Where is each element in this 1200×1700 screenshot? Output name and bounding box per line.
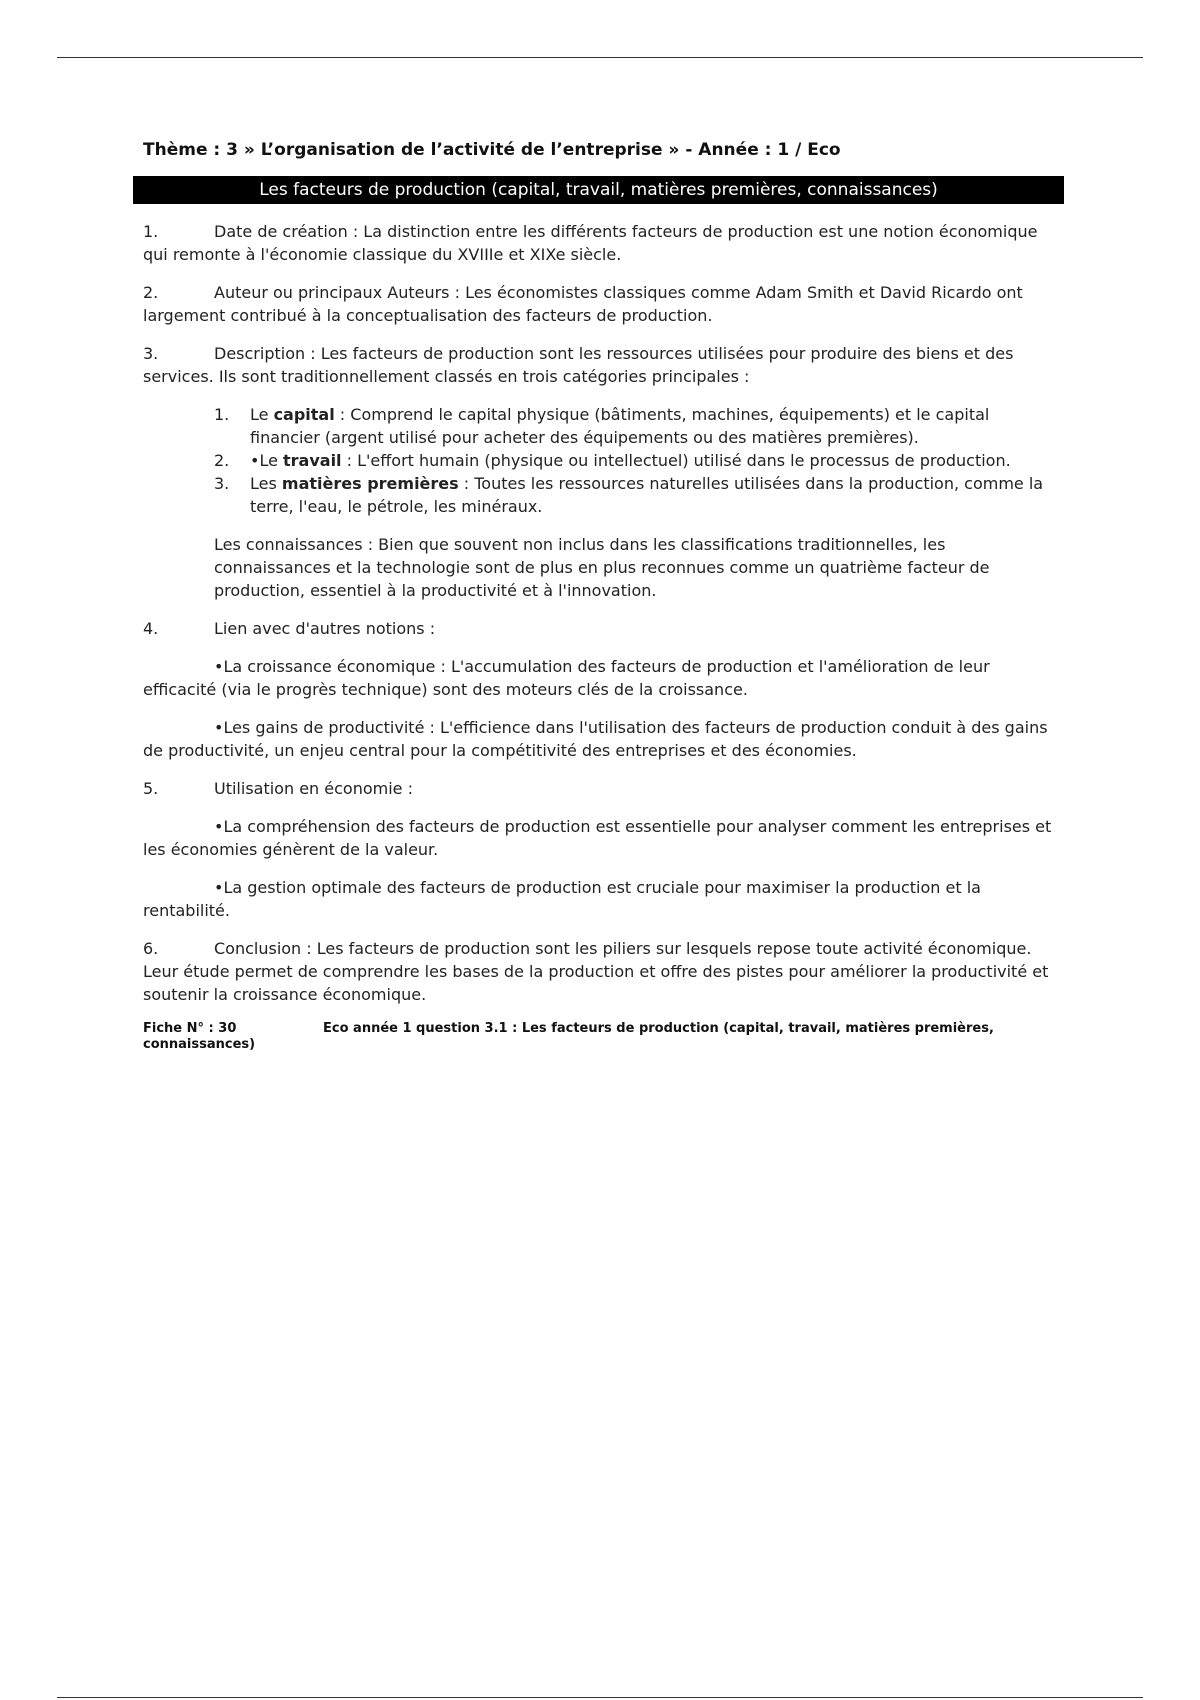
- factor-description: : L'effort humain (physique ou intellectuel) utilisé dans le processus de production.: [341, 451, 1011, 470]
- section-6: [143, 937, 1063, 1006]
- fiche-number: Fiche N° : 30: [143, 1021, 237, 1036]
- section-text: Description : Les facteurs de production sont les ressources utilisées pour produire des biens et des services. Ils sont traditionnellement classés en trois catégories principales :: [143, 344, 1014, 386]
- theme-title: Thème : 3 » L’organisation de l’activité de l’entreprise » - Année : 1 / Eco: [143, 140, 841, 160]
- factor-description: : Comprend le capital physique (bâtiments, machines, équipements) et le capital financier (argent utilisé pour acheter des équipements ou des matières premières).: [250, 405, 990, 447]
- section-number: 6.: [143, 939, 159, 958]
- factor-number: 2.: [214, 451, 230, 470]
- section-text: Utilisation en économie :: [214, 779, 413, 798]
- fiche-question: Eco année 1 question 3.1 : Les facteurs de production (capital, travail, matières premières, connaissances): [143, 1021, 994, 1052]
- section-text: Date de création : La distinction entre les différents facteurs de production est une notion économique qui remonte à l'économie classique du XVIIIe et XIXe siècle.: [143, 222, 1038, 264]
- section-number: 3.: [143, 344, 159, 363]
- use-item: •La compréhension des facteurs de production est essentielle pour analyser comment les entreprises et les économies génèrent de la valeur.: [143, 817, 1052, 859]
- section-3: [143, 342, 1063, 388]
- section-number: 2.: [143, 283, 159, 302]
- factors-list: [214, 403, 1063, 518]
- factor-item-matieres: [214, 472, 1063, 518]
- factor-term: matières premières: [281, 474, 459, 493]
- section-number: 5.: [143, 779, 159, 798]
- document-body: [143, 140, 1063, 1053]
- factor-item-capital: [214, 403, 1063, 449]
- factor-number: 3.: [214, 474, 230, 493]
- section-2: [143, 281, 1063, 327]
- knowledge-paragraph: Les connaissances : Bien que souvent non inclus dans les classifications traditionnelles, les connaissances et la technologie sont de plus en plus reconnues comme un quatrième facteur de production, essentiel à la productivité et à l'innovation.: [214, 535, 990, 600]
- section-number: 4.: [143, 619, 159, 638]
- factor-term: travail: [283, 451, 342, 470]
- use-item: •La gestion optimale des facteurs de production est cruciale pour maximiser la production et la rentabilité.: [143, 878, 981, 920]
- factor-description: : Toutes les ressources naturelles utilisées dans la production, comme la terre, l'eau, le pétrole, les minéraux.: [250, 474, 1044, 516]
- factor-number: 1.: [214, 405, 230, 424]
- top-rule: [57, 57, 1143, 58]
- topic-banner: Les facteurs de production (capital, travail, matières premières, connaissances): [133, 176, 1064, 204]
- section-5: [143, 777, 1063, 800]
- factor-item-travail: [214, 449, 1063, 472]
- section-number: 1.: [143, 222, 159, 241]
- section-1: [143, 220, 1063, 266]
- section-text: Auteur ou principaux Auteurs : Les économistes classiques comme Adam Smith et David Ricardo ont largement contribué à la conceptualisation des facteurs de production.: [143, 283, 1023, 325]
- fiche-footer: [143, 1021, 1063, 1053]
- bottom-rule: [57, 1697, 1143, 1698]
- section-text: Conclusion : Les facteurs de production sont les piliers sur lesquels repose toute activité économique. Leur étude permet de comprendre les bases de la production et offre des pistes pour améliorer la productivité et soutenir la croissance économique.: [143, 939, 1049, 1004]
- section-4: [143, 617, 1063, 640]
- factor-prefix: Les: [250, 474, 282, 493]
- link-item: •Les gains de productivité : L'efficience dans l'utilisation des facteurs de production conduit à des gains de productivité, un enjeu central pour la compétitivité des entreprises et des économies.: [143, 718, 1048, 760]
- factor-prefix: Le: [250, 405, 274, 424]
- link-item: •La croissance économique : L'accumulation des facteurs de production et l'amélioration de leur efficacité (via le progrès technique) sont des moteurs clés de la croissance.: [143, 657, 990, 699]
- factor-term: capital: [273, 405, 335, 424]
- factor-prefix: •Le: [250, 451, 283, 470]
- section-text: Lien avec d'autres notions :: [214, 619, 436, 638]
